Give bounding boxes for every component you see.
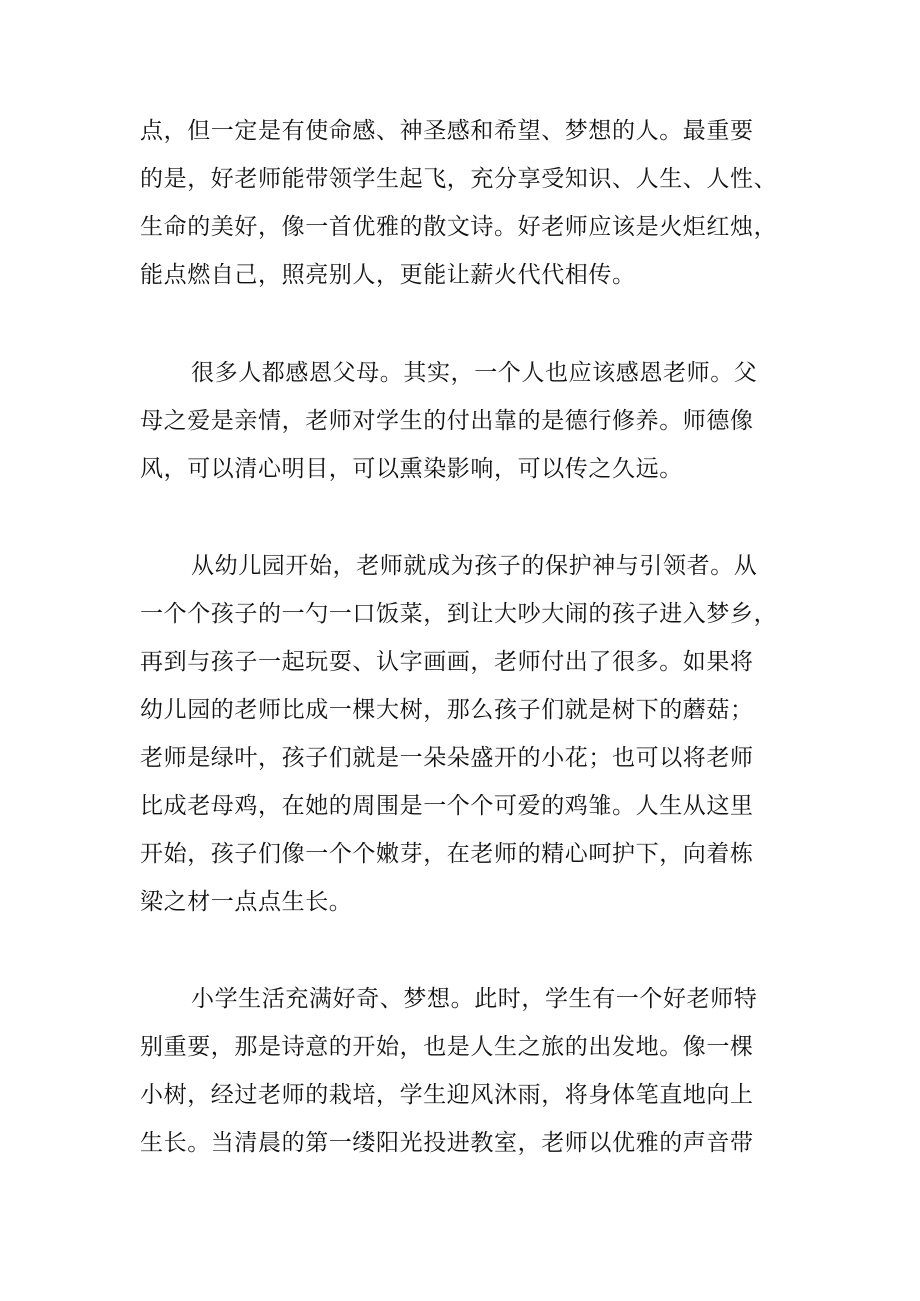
paragraph-4-line-1: 小学生活充满好奇、梦想。此时，学生有一个好老师特 — [191, 986, 758, 1012]
paragraph-3-line-7: 开始，孩子们像一个个嫩芽，在老师的精心呵护下，向着栋 — [140, 841, 754, 867]
paragraph-1-line-4: 能点燃自己，照亮别人，更能让薪火代代相传。 — [140, 262, 636, 288]
paragraph-3-line-8: 梁之材一点点生长。 — [140, 889, 353, 915]
paragraph-3-line-1: 从幼儿园开始，老师就成为孩子的保护神与引领者。从 — [191, 553, 758, 579]
paragraph-2-line-3: 风，可以清心明目，可以熏染影响，可以传之久远。 — [140, 456, 683, 482]
paragraph-4-line-4: 生长。当清晨的第一缕阳光投进教室，老师以优雅的声音带 — [140, 1130, 754, 1156]
paragraph-4-line-3: 小树，经过老师的栽培，学生迎风沐雨，将身体笔直地向上 — [140, 1082, 754, 1108]
paragraph-2-line-1: 很多人都感恩父母。其实，一个人也应该感恩老师。父 — [191, 360, 758, 386]
paragraph-3-line-4: 幼儿园的老师比成一棵大树，那么孩子们就是树下的蘑菇； — [140, 697, 754, 723]
paragraph-2-line-2: 母之爱是亲情，老师对学生的付出靠的是德行修养。师德像 — [140, 408, 754, 434]
paragraph-1-line-3: 生命的美好，像一首优雅的散文诗。好老师应该是火炬红烛， — [140, 214, 778, 240]
paragraph-1-line-1: 点，但一定是有使命感、神圣感和希望、梦想的人。最重要 — [140, 118, 754, 144]
paragraph-4-line-2: 别重要，那是诗意的开始，也是人生之旅的出发地。像一棵 — [140, 1034, 754, 1060]
paragraph-3-line-2: 一个个孩子的一勺一口饭菜，到让大吵大闹的孩子进入梦乡， — [140, 601, 778, 627]
paragraph-3-line-3: 再到与孩子一起玩耍、认字画画，老师付出了很多。如果将 — [140, 649, 754, 675]
paragraph-3-line-5: 老师是绿叶，孩子们就是一朵朵盛开的小花；也可以将老师 — [140, 745, 754, 771]
paragraph-3-line-6: 比成老母鸡，在她的周围是一个个可爱的鸡雏。人生从这里 — [140, 793, 754, 819]
paragraph-1-line-2: 的是，好老师能带领学生起飞，充分享受知识、人生、人性、 — [140, 166, 778, 192]
